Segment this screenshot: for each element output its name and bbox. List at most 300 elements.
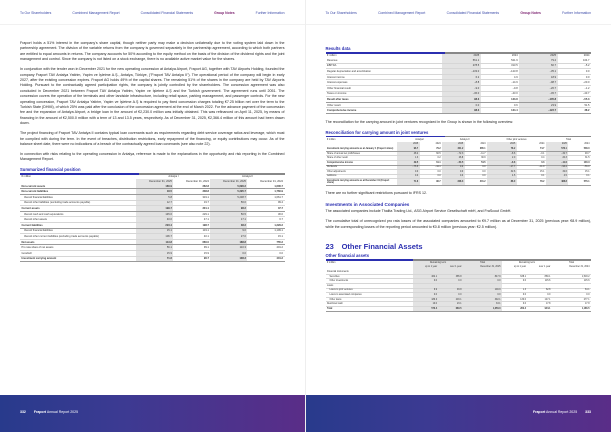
- nav-group-notes[interactable]: Group Notes: [520, 11, 541, 15]
- cell-value: 104.7: [558, 58, 591, 63]
- row-label: Loans to joint ventures: [326, 288, 414, 293]
- cell-value: 51.5: [558, 102, 591, 108]
- column-header: December 31, 2024: [186, 180, 209, 184]
- cell-value: 27.0: [210, 234, 247, 240]
- cell-value: 0.0: [558, 69, 591, 75]
- cell-value: 188.8: [210, 239, 247, 245]
- cell-value: 0.0: [502, 293, 527, 298]
- group-header: Antalya I: [415, 138, 425, 141]
- cell-value: 223.4: [136, 222, 173, 228]
- column-header: 2024: [539, 143, 545, 146]
- row-label: Share of other result: [326, 156, 398, 161]
- table-title: Reconciliation for carrying amount in joint ventures: [325, 129, 429, 135]
- cell-value: 0.0: [502, 302, 527, 307]
- cell-value: −5.2: [558, 63, 591, 69]
- nav-divider: [306, 24, 611, 25]
- row-label: Goodwill: [20, 250, 136, 256]
- cell-value: 0.0: [413, 293, 438, 298]
- cell-value: 74.7: [517, 147, 546, 152]
- associates-heading: Investments in Associated Companies: [325, 202, 410, 208]
- cell-value: 115.6: [552, 279, 591, 284]
- cell-value: −9.0: [442, 86, 480, 92]
- row-label: Current assets: [20, 206, 136, 212]
- footer-brand-line: Fraport Annual Report 2025: [532, 410, 578, 414]
- cell-value: 278.5: [442, 63, 480, 69]
- cell-value: 56.1: [136, 245, 173, 251]
- cell-value: −105.8: [519, 97, 557, 103]
- column-header: 2025: [487, 142, 517, 147]
- column-header: December 31, 2025: [463, 265, 502, 270]
- cell-value: 60.5: [420, 151, 443, 156]
- cell-value: 19.7: [173, 200, 210, 206]
- cell-value: 38.2: [558, 108, 591, 114]
- footer-brand-line: Fraport Annual Report 2025: [33, 410, 79, 414]
- cell-value: 277.1: [552, 297, 591, 302]
- row-label: Taxes on income: [326, 91, 443, 97]
- table-row: [326, 108, 592, 114]
- group-header: Other joint ventures: [506, 138, 527, 141]
- cell-value: 0.0: [502, 279, 527, 284]
- cell-value: 199.7: [136, 206, 173, 212]
- cell-value: 301.1: [173, 206, 210, 212]
- cell-value: −44.1: [420, 165, 443, 170]
- page-footer: [0, 395, 305, 432]
- cell-value: 61.1: [420, 160, 443, 165]
- column-header: 2025: [519, 54, 557, 59]
- cell-value: 1,760.9: [247, 189, 284, 195]
- cell-value: 0.0: [397, 170, 420, 175]
- cell-value: 0.0: [420, 170, 443, 175]
- cell-value: 570.4: [413, 306, 438, 311]
- cell-value: 60.7: [519, 63, 557, 69]
- cell-value: 0.0: [420, 174, 443, 179]
- cell-value: 198.7: [173, 222, 210, 228]
- cell-value: 88.0: [487, 179, 517, 186]
- cell-value: 115.6: [528, 279, 552, 284]
- row-label: Comprehensive income: [326, 160, 398, 165]
- cell-value: 30.0: [247, 211, 284, 217]
- cell-value: 0.0: [442, 170, 465, 175]
- cell-value: 313.5: [481, 63, 519, 69]
- cell-value: 49.5: [397, 160, 420, 165]
- row-label: Current liabilities: [20, 222, 136, 228]
- cell-value: 5.8: [136, 195, 173, 201]
- cell-value: 100.3: [568, 160, 591, 165]
- cell-value: 32.6: [546, 170, 569, 175]
- cell-value: 56.0: [210, 200, 247, 206]
- row-label: Interest expenses: [326, 80, 443, 86]
- cell-value: 9.0: [210, 228, 247, 234]
- nav-consolidated-financial-statements[interactable]: Consolidated Financial Statements: [140, 11, 194, 15]
- cell-value: 0.0: [210, 250, 247, 256]
- cell-value: 98.3: [442, 108, 480, 114]
- column-header: up to 1 year: [413, 265, 438, 270]
- cell-value: 100.9: [463, 288, 502, 293]
- cell-value: 904.1: [528, 306, 552, 311]
- row-label: thereof financial liabilities: [20, 228, 136, 234]
- cell-value: 189.0: [413, 297, 438, 302]
- nav-consolidated-financial-statements[interactable]: Consolidated Financial Statements: [446, 11, 500, 15]
- group-header: Remaining term: [518, 261, 536, 264]
- cell-value: −133.0: [442, 69, 480, 75]
- page-number: 332: [20, 410, 26, 414]
- cell-value: 4.5: [487, 174, 517, 179]
- cell-value: 576.1: [546, 147, 569, 152]
- cell-value: −43.0: [481, 91, 519, 97]
- cell-value: 319.1: [173, 195, 210, 201]
- cell-value: 110.3: [210, 245, 247, 251]
- left-content: [20, 41, 285, 262]
- cell-value: 660.0: [173, 239, 210, 245]
- cell-value: −54.5: [442, 160, 465, 165]
- results-body: [326, 58, 592, 113]
- cell-value: 160.9: [136, 184, 173, 189]
- cell-value: 0.0: [439, 293, 463, 298]
- cell-value: 48.7: [568, 151, 591, 156]
- paragraph: In conjunction with the tender won in December 2021 for the new operating concession at Antalya Airport, Fraport AG, together with TAV Airports Holding, founded the company Fraport TAV Antalya Yatirim, Yapim ve İşletme A.Ş., Antalya, Türkiye, ("Fraport TAV Antalya II"). The operational period of the company will begin in early 2027, after the existing concession expires. Fraport AG holds 49% of the capital shares. The remaining 51% of the shares in the company are held by TAV Airports Holding. Pursuant to the contractually agreed participation rights, the company is jointly controlled by the shareholders. The concession agreement was also concluded in December 2021 between Fraport TAV Antalya Yatirim, Yapim ve İşletme A.Ş and the Turkish government. The agreement runs until 2051. The concession covers the operation of the terminals and other landside infrastructure, including retail space, parking management, and passenger controls. For the new operating concession, Fraport TAV Antalya Yatirim, Yapim ve İşletme A.Ş is required to pay fixed concession charges totaling €7.25 billion net over the term to the Turkish State (DHMİ), of which 25% was paid after the conclusion of the concession agreement at the end of March 2022. For the advance payment of the concession fee and the expansion of Antalya Airport, a bridge loan in the amount of €2,230.0 million was initially obtained. This was refinanced on April 11, 2025, by means of financing in the amount of €2,500.0 million with a term of 13 and 13.5 years, respectively. As of December 31, 2025, €2,366.4 million of this amount had been drawn down.: [20, 67, 285, 126]
- cell-value: 147.1: [528, 297, 552, 302]
- group-header: Total: [569, 261, 574, 264]
- associates-losses-text: The cumulative total of unrecognized pro rata losses of the associated companies amounted to €9.7 million as at December 31, 2025 (previous year: €8.9 million), while the corresponding losses of the reporting period amounted to €0.8 million (previous year: €2.5 million).: [325, 219, 591, 229]
- column-header: 2024: [480, 143, 486, 146]
- cell-value: 683.5: [439, 306, 463, 311]
- cell-value: 203.1: [439, 297, 463, 302]
- cell-value: 1,606.7: [247, 184, 284, 189]
- nav-combined-management-report[interactable]: Combined Management Report: [72, 11, 120, 15]
- cell-value: 40.1: [173, 234, 210, 240]
- nav-divider: [0, 24, 305, 25]
- row-label: Loans: [326, 283, 414, 288]
- cell-value: −75.5: [397, 165, 420, 170]
- cell-value: 32.6: [487, 170, 517, 175]
- cell-value: 1,229.2: [247, 222, 284, 228]
- cell-value: 0.0: [442, 174, 465, 179]
- section-heading: [326, 242, 592, 251]
- row-label: Comprehensive income: [326, 108, 443, 114]
- cell-value: 538.0: [568, 147, 591, 152]
- cell-value: 78.2: [487, 147, 517, 152]
- cell-value: 17.8: [552, 302, 591, 307]
- cell-value: 0.1: [568, 174, 591, 179]
- cell-value: 37.7: [247, 206, 284, 212]
- cell-value: 96.7: [173, 256, 210, 262]
- table-title: Summarized financial position: [20, 167, 81, 173]
- cell-value: 15.9: [173, 250, 210, 256]
- cell-value: 30.9: [465, 156, 487, 161]
- column-header: 2024: [584, 143, 590, 146]
- column-header: 2024: [583, 54, 590, 58]
- section-title: Other Financial Assets: [341, 242, 423, 251]
- cell-value: 847.9: [463, 274, 502, 279]
- cell-value: −26.7: [519, 86, 557, 92]
- table-title-rule: [326, 136, 592, 138]
- top-navigation: [20, 11, 285, 15]
- row-label: Revenue: [326, 58, 443, 63]
- nav-to-our-shareholders[interactable]: To Our Shareholders: [20, 11, 52, 15]
- row-label: Loans to associated companies: [326, 293, 414, 298]
- cell-value: 98.3: [442, 97, 480, 103]
- row-label: EBITDA: [326, 63, 443, 69]
- paragraph: In connection with risks relating to the operating concession in Antalya, reference is made to the explanations in the opportunity and risk reporting in the Combined Management Report.: [20, 151, 285, 162]
- cell-value: 282.4: [502, 306, 527, 311]
- cell-value: 0.0: [465, 170, 487, 175]
- table-row: [20, 256, 285, 262]
- cell-value: 106.7: [136, 234, 173, 240]
- cell-value: 6.9: [413, 288, 438, 293]
- row-label: Other result: [326, 102, 443, 108]
- cell-value: 4.5: [546, 174, 569, 179]
- cell-value: 488.8: [546, 179, 569, 186]
- cell-value: 54.5: [465, 160, 487, 165]
- cell-value: −6.6: [487, 160, 517, 165]
- cell-value: 0.0: [465, 165, 487, 170]
- row-label: Share of annual net profit/losses: [326, 151, 398, 156]
- financial-position-table: [20, 175, 285, 263]
- cell-value: 47.1: [173, 217, 210, 223]
- group-header: Antalya II: [459, 138, 470, 141]
- column-header: over 1 year: [538, 266, 551, 269]
- cell-value: 23.9: [519, 102, 557, 108]
- nav-group-notes[interactable]: Group Notes: [214, 11, 235, 15]
- table-row: [326, 179, 592, 186]
- cell-value: −11.6: [546, 160, 569, 165]
- unit-label: € million: [327, 261, 336, 264]
- cell-value: 133.8: [481, 97, 519, 103]
- cell-value: 638.1: [502, 274, 527, 279]
- cell-value: 119.1: [173, 228, 210, 234]
- cell-value: 98.2: [210, 206, 247, 212]
- cell-value: 1.3: [397, 156, 420, 161]
- group-header: Total: [463, 261, 502, 266]
- cell-value: 64.1: [552, 288, 591, 293]
- cell-value: 401.2: [465, 179, 487, 186]
- unit-label: € million: [21, 175, 32, 179]
- cell-value: 15.1: [136, 228, 173, 234]
- row-label: Financial instruments: [326, 270, 414, 275]
- top-navigation: [326, 11, 592, 15]
- group-header: Total: [566, 138, 571, 141]
- cell-value: 0.0: [463, 293, 502, 298]
- cell-value: −11.9: [517, 165, 546, 170]
- cell-value: 338.8: [173, 189, 210, 195]
- row-label: Investment carrying amounts as at December 31 (Fraport share): [326, 179, 398, 186]
- cell-value: 40.0: [136, 217, 173, 223]
- cell-value: −123.8: [481, 69, 519, 75]
- cell-value: 0.0: [247, 250, 284, 256]
- cell-value: 755.2: [247, 239, 284, 245]
- group-header: Antalya II: [242, 175, 253, 179]
- cell-value: 880.1: [528, 274, 552, 279]
- cell-value: 15.9: [136, 250, 173, 256]
- cell-value: −45.7: [519, 91, 557, 97]
- cell-value: 0.0: [442, 165, 465, 170]
- cell-value: 1,186.5: [552, 306, 591, 311]
- column-header: 2024: [435, 143, 441, 146]
- row-label: thereof financial liabilities: [20, 195, 136, 201]
- cell-value: 0.0: [463, 279, 502, 284]
- cell-value: 96.7: [397, 147, 420, 152]
- reconciliation-intro: The reconciliation for the carrying amount in joint ventures recognized in the Group is shown in the following overview:: [325, 120, 514, 125]
- cell-value: 0.4: [517, 156, 546, 161]
- cell-value: 2.0: [487, 156, 517, 161]
- cell-value: 71.6: [397, 179, 420, 186]
- cell-value: −9.8: [481, 86, 519, 92]
- cell-value: 15.1: [517, 170, 546, 175]
- row-label: thereof cash and cash equivalents: [20, 211, 136, 217]
- cell-value: 108.3: [210, 256, 247, 262]
- cell-value: 401.2: [247, 245, 284, 251]
- cell-value: −8.6: [487, 151, 517, 156]
- table-title: Other financial assets: [325, 253, 370, 258]
- column-header: 2025: [442, 142, 465, 147]
- section-number: 23: [325, 242, 334, 251]
- group-header: Remaining term: [413, 261, 463, 266]
- cell-value: 0.0: [439, 279, 463, 284]
- column-header: 2024: [511, 54, 518, 58]
- cell-value: 99.4: [247, 200, 284, 206]
- reconciliation-table: [326, 137, 592, 185]
- row-label: Additions: [326, 174, 398, 179]
- cell-value: 62.8: [528, 288, 552, 293]
- cell-value: 18.9: [519, 74, 557, 80]
- table-title: Results data: [325, 46, 351, 51]
- cell-value: 385.1: [465, 147, 487, 152]
- cell-value: −55.3: [558, 97, 591, 103]
- cell-value: 561.1: [442, 58, 480, 63]
- row-label: Result after taxes: [326, 97, 443, 103]
- cell-value: 576.1: [568, 179, 591, 186]
- row-label: thereof other current liabilities (excluding trade accounts payable): [20, 234, 136, 240]
- unit-label: € million: [327, 54, 337, 58]
- cell-value: −32.7: [546, 151, 569, 156]
- paragraph: Fraport holds a 51% interest in the company's share capital, though neither party may make a decision unilaterally due to the voting system laid down in the partnership agreement. The division of the variable returns from the company is governed separately in the partnership agreement, according to which both partners are entitled to equal amounts in returns. The company accounts for 50% according to the equity method on the basis of the division of the dividend rights and the joint management and control. Since the company is not listed on a stock exchange, there is no available active market value for the shares.: [20, 41, 285, 62]
- cell-value: 1,356.0: [463, 306, 502, 311]
- cell-value: 6.2: [442, 74, 480, 80]
- row-label: Other adjustments: [326, 170, 398, 175]
- cell-value: 5,238.7: [210, 195, 247, 201]
- group-header: Antalya I: [168, 175, 179, 179]
- cell-value: 38.2: [210, 222, 247, 228]
- cell-value: 385.8: [439, 274, 463, 279]
- unit-label: € million: [327, 138, 336, 141]
- cell-value: 31.5: [568, 156, 591, 161]
- column-header: December 31, 2025: [136, 179, 173, 184]
- cell-value: 134.4: [481, 108, 519, 114]
- financial-position-body: [20, 184, 285, 262]
- ifrs-note: There are no further significant restrictions pursuant to IFRS 12.: [325, 190, 427, 195]
- results-table: [326, 54, 592, 115]
- cell-value: 15.1: [568, 170, 591, 175]
- column-header: over 1 year: [439, 265, 463, 270]
- cell-value: 262.8: [173, 184, 210, 189]
- cell-value: 93.8: [439, 288, 463, 293]
- row-label: Investment carrying amount: [20, 256, 136, 262]
- row-label: Non-current liabilities: [20, 189, 136, 195]
- cell-value: 1,661.7: [247, 195, 284, 201]
- other-financial-assets-table: [326, 261, 592, 312]
- cell-value: 0.0: [413, 279, 438, 284]
- cell-value: −17.7: [487, 165, 517, 170]
- cell-value: −122.7: [519, 108, 557, 114]
- nav-further-information[interactable]: Further Information: [562, 11, 591, 15]
- cell-value: −56.0: [568, 165, 591, 170]
- row-label: Dividends: [326, 165, 398, 170]
- cell-value: −93.2: [546, 165, 569, 170]
- cell-value: 26.8: [442, 156, 465, 161]
- page-number: 333: [585, 410, 591, 414]
- cell-value: 0.0: [465, 174, 487, 179]
- cell-value: −35.1: [519, 69, 557, 75]
- column-header: December 31, 2025: [210, 179, 247, 184]
- cell-value: 462.1: [413, 274, 438, 279]
- nav-combined-management-report[interactable]: Combined Management Report: [378, 11, 426, 15]
- cell-value: 392.1: [463, 297, 502, 302]
- cell-value: 18.5: [136, 189, 173, 195]
- nav-further-information[interactable]: Further Information: [255, 11, 285, 15]
- cell-value: 12.7: [136, 200, 173, 206]
- row-label: Other investments: [326, 279, 414, 284]
- cell-value: 229.1: [173, 211, 210, 217]
- cell-value: −98.7: [519, 80, 557, 86]
- row-label: thereof other liabilities (excluding trade accounts payable): [20, 200, 136, 206]
- cell-value: 79.2: [519, 58, 557, 63]
- row-label: Securities: [326, 274, 414, 279]
- row-label: thereof other assets: [20, 217, 136, 223]
- cell-value: 0.0: [558, 74, 591, 80]
- column-header: December 31, 2024: [260, 180, 283, 184]
- cell-value: 20.3: [546, 156, 569, 161]
- cell-value: 4.9: [481, 74, 519, 80]
- cell-value: 48.2: [397, 151, 420, 156]
- cell-value: 401.2: [442, 147, 465, 152]
- cell-value: 33.1: [463, 302, 502, 307]
- column-header: 2025: [442, 54, 480, 59]
- cell-value: 0.0: [442, 102, 480, 108]
- cell-value: −0.1: [517, 151, 546, 156]
- cell-value: 0.1: [517, 174, 546, 179]
- column-header: December 31, 2024: [569, 266, 590, 269]
- table-title-rule: [326, 259, 592, 261]
- row-label: Restricted cash: [326, 302, 414, 307]
- cell-value: 328.3: [442, 179, 465, 186]
- cell-value: 6.7: [247, 217, 284, 223]
- cell-value: 5,295.7: [210, 189, 247, 195]
- column-header: up to 1 year: [513, 266, 527, 269]
- cell-value: 130.0: [502, 297, 527, 302]
- cell-value: 71.6: [136, 256, 173, 262]
- row-label: Net assets: [20, 239, 136, 245]
- nav-to-our-shareholders[interactable]: To Our Shareholders: [325, 11, 357, 15]
- cell-value: 0.0: [528, 293, 552, 298]
- cell-value: 0.6: [481, 102, 519, 108]
- cell-value: −1.2: [558, 86, 591, 92]
- row-label: Other financial result: [326, 86, 443, 92]
- cell-value: −36.0: [442, 91, 480, 97]
- cell-value: 0.0: [397, 174, 420, 179]
- cell-value: 1,518.2: [552, 274, 591, 279]
- cell-value: −8.8: [442, 80, 480, 86]
- cell-value: 79.2: [420, 147, 443, 152]
- cell-value: 521.9: [481, 58, 519, 63]
- cell-value: −20.0: [558, 80, 591, 86]
- column-header: 2025: [397, 142, 420, 147]
- cell-value: 96.7: [420, 179, 443, 186]
- cell-value: 15.1: [247, 234, 284, 240]
- reconciliation-body: [326, 147, 592, 186]
- cell-value: 17.8: [528, 302, 552, 307]
- page-footer: [306, 395, 611, 432]
- cell-value: −14.9: [481, 80, 519, 86]
